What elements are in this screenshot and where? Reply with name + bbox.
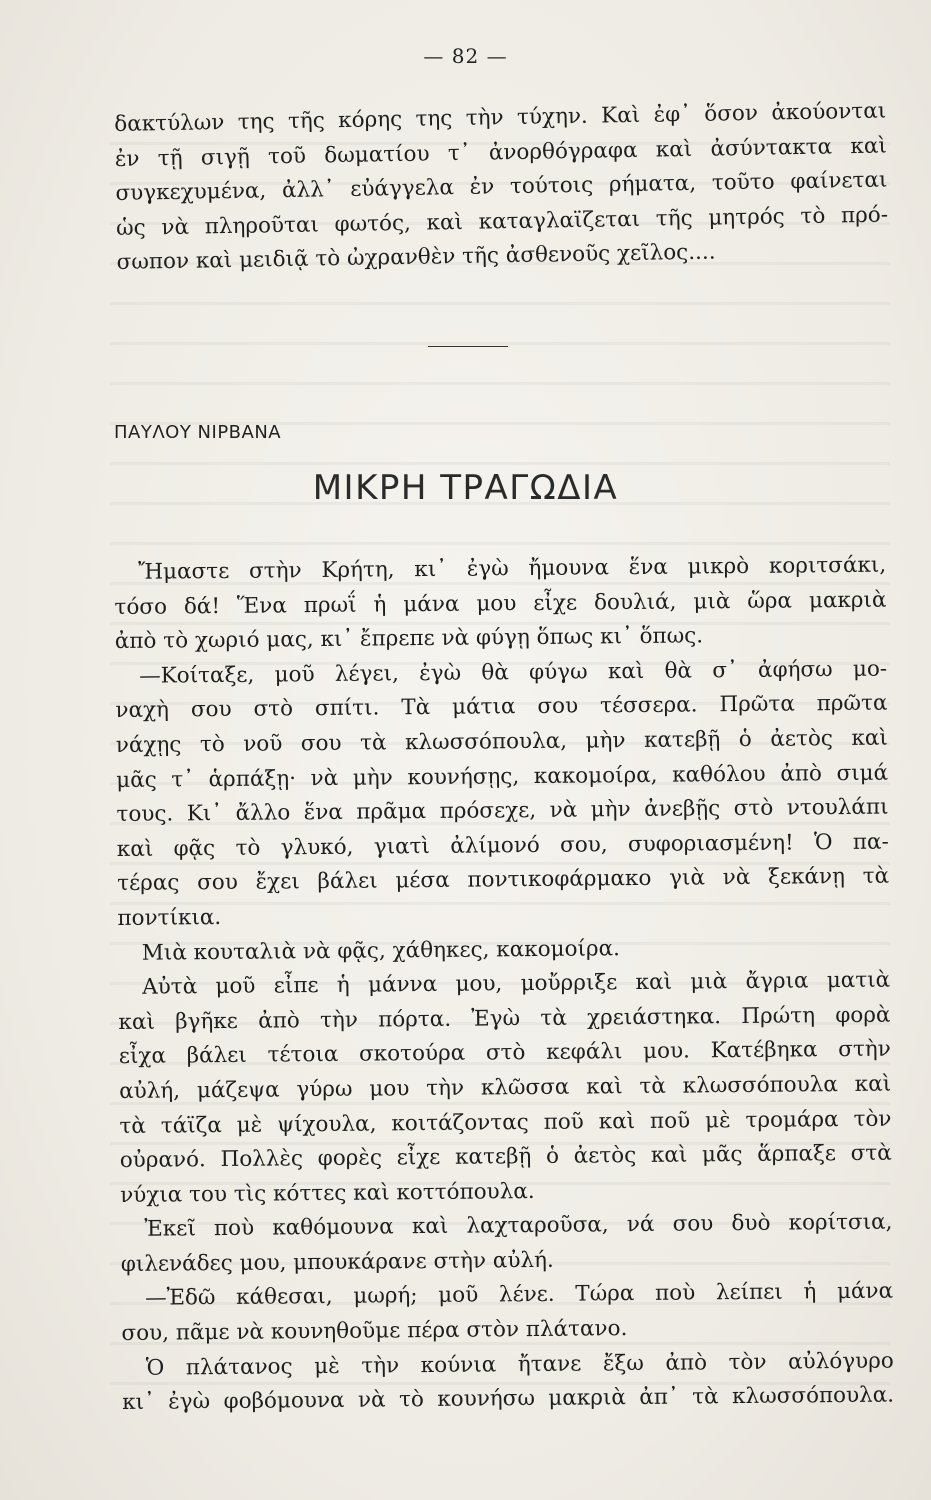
text-line: αὐλή, μάζεψα γύρω μου τὴν κλῶσσα καὶ τὰ κλωσσόπουλα καὶ xyxy=(119,1071,892,1104)
text-line: ἀπὸ τὸ χωριό μας, κι᾽ ἔπρεπε νὰ φύγῃ ὅπως κι᾽ ὅπως. xyxy=(114,623,704,655)
text-line: εἶχα βάλει τέτοια σκοτούρα στὸ κεφάλι μου. Κατέβηκα στὴν xyxy=(118,1036,891,1070)
text-line: δακτύλων της τῆς κόρης της τὴν τύχην. Καὶ ἐφ᾽ ὅσον ἀκούονται xyxy=(114,98,887,137)
text-line: ὡς νὰ πληροῦται φωτός, καὶ καταγλαϊζεται τῆς μητρός τὸ πρό- xyxy=(115,202,889,241)
text-line: σωπον καὶ μειδιᾷ τὸ ὠχρανθὲν τῆς ἀσθενοῦς χεῖλος.... xyxy=(116,239,716,276)
page-number: — 82 — xyxy=(423,44,508,68)
text-line: Ἤμαστε στὴν Κρήτη, κι᾽ ἐγὼ ἤμουνα ἕνα μικρὸ κοριτσάκι, xyxy=(138,552,887,585)
story-body xyxy=(114,549,894,1421)
text-line: συγκεχυμένα, ἀλλ᾽ εὐάγγελα ἐν τούτοις ρήματα, τοῦτο φαίνεται xyxy=(115,167,888,207)
section-divider xyxy=(428,346,508,347)
story-title: ΜΙΚΡΗ ΤΡΑΓΩΔΙΑ xyxy=(312,468,619,508)
text-line: νάχῃς τὸ νοῦ σου τὰ κλωσσόπουλα, μὴν κατεβῇ ὁ ἀετὸς καὶ xyxy=(115,725,888,758)
text-line: τόσο δά! Ἕνα πρωΐ ἡ μάνα μου εἶχε δουλιά, μιὰ ὥρα μακριὰ xyxy=(114,587,887,620)
text-line: ποντίκια. xyxy=(117,904,222,931)
text-line: Αὐτὰ μοῦ εἶπε ἡ μάννα μου, μοὔρριξε καὶ μιὰ ἄγρια ματιὰ xyxy=(142,967,891,1000)
text-line: ναχὴ σου στὸ σπίτι. Τὰ μάτια σου τέσσερα. Πρῶτα πρῶτα xyxy=(115,690,888,724)
text-line: φιλενάδες μου, μπουκάρανε στὴν αὐλή. xyxy=(120,1247,554,1277)
text-line: καὶ βγῆκε ἀπὸ τὴν πόρτα. Ἐγὼ τὰ χρειάστηκα. Πρώτη φορὰ xyxy=(118,1002,891,1035)
text-line: τὰ τάϊζα μὲ ψίχουλα, κοιτάζοντας ποῦ καὶ ποῦ μὲ τρομάρα τὸν xyxy=(119,1106,892,1139)
text-line: τους. Κι᾽ ἄλλο ἕνα πρᾶμα πρόσεχε, νὰ μὴν ἀνεβῇς στὸ ντουλάπι xyxy=(116,794,889,828)
text-line: μᾶς τ᾽ ἁρπάξῃ· νὰ μὴν κουνήσῃς, κακομοίρα, καθόλου ἀπὸ σιμά xyxy=(116,760,889,793)
text-line: νύχια του τὶς κόττες καὶ κοττόπουλα. xyxy=(120,1178,535,1208)
text-line: —Ἐδῶ κάθεσαι, μωρή; μοῦ λένε. Τώρα ποὺ λείπει ἡ μάνα xyxy=(145,1279,894,1312)
text-line: —Κοίταξε, μοῦ λέγει, ἐγὼ θὰ φύγω καὶ θὰ σ᾽ ἀφήσω μο- xyxy=(139,656,888,689)
text-line: κι᾽ ἐγὼ φοβόμουνα νὰ τὸ κουνήσω μακριὰ ἀπ᾽ τὰ κλωσσόπουλα. xyxy=(122,1382,895,1416)
text-line: τέρας σου ἔχει βάλει μέσα ποντικοφάρμακο γιὰ νὰ ξεκάνῃ τὰ xyxy=(117,863,890,897)
text-line: οὐρανό. Πολλὲς φορὲς εἶχε κατεβῇ ὁ ἀετὸς καὶ μᾶς ἅρπαξε στὰ xyxy=(119,1140,892,1174)
author-name: ΠΑΥΛΟΥ ΝΙΡΒΑΝΑ xyxy=(114,422,282,443)
text-line: σου, πᾶμε νὰ κουνηθοῦμε πέρα στὸν πλάτανο. xyxy=(121,1316,628,1347)
text-line: καὶ φᾷς τὸ γλυκό, γιατὶ ἀλίμονό σου, συφοριασμένη! Ὁ πα- xyxy=(116,829,889,862)
text-line: ἐν τῇ σιγῇ τοῦ δωματίου τ᾽ ἀνορθόγραφα καὶ ἀσύντακτα καὶ xyxy=(114,133,887,172)
closing-paragraph xyxy=(114,95,889,281)
text-line: Ἐκεῖ ποὺ καθόμουνα καὶ λαχταροῦσα, νά σου δυὸ κορίτσια, xyxy=(144,1209,893,1243)
text-line: Ὁ πλάτανος μὲ τὴν κούνια ἤτανε ἔξω ἀπὸ τὸν αὐλόγυρο xyxy=(145,1348,894,1381)
text-line: Μιὰ κουταλιὰ νὰ φᾷς, χάθηκες, κακομοίρα. xyxy=(141,935,621,966)
